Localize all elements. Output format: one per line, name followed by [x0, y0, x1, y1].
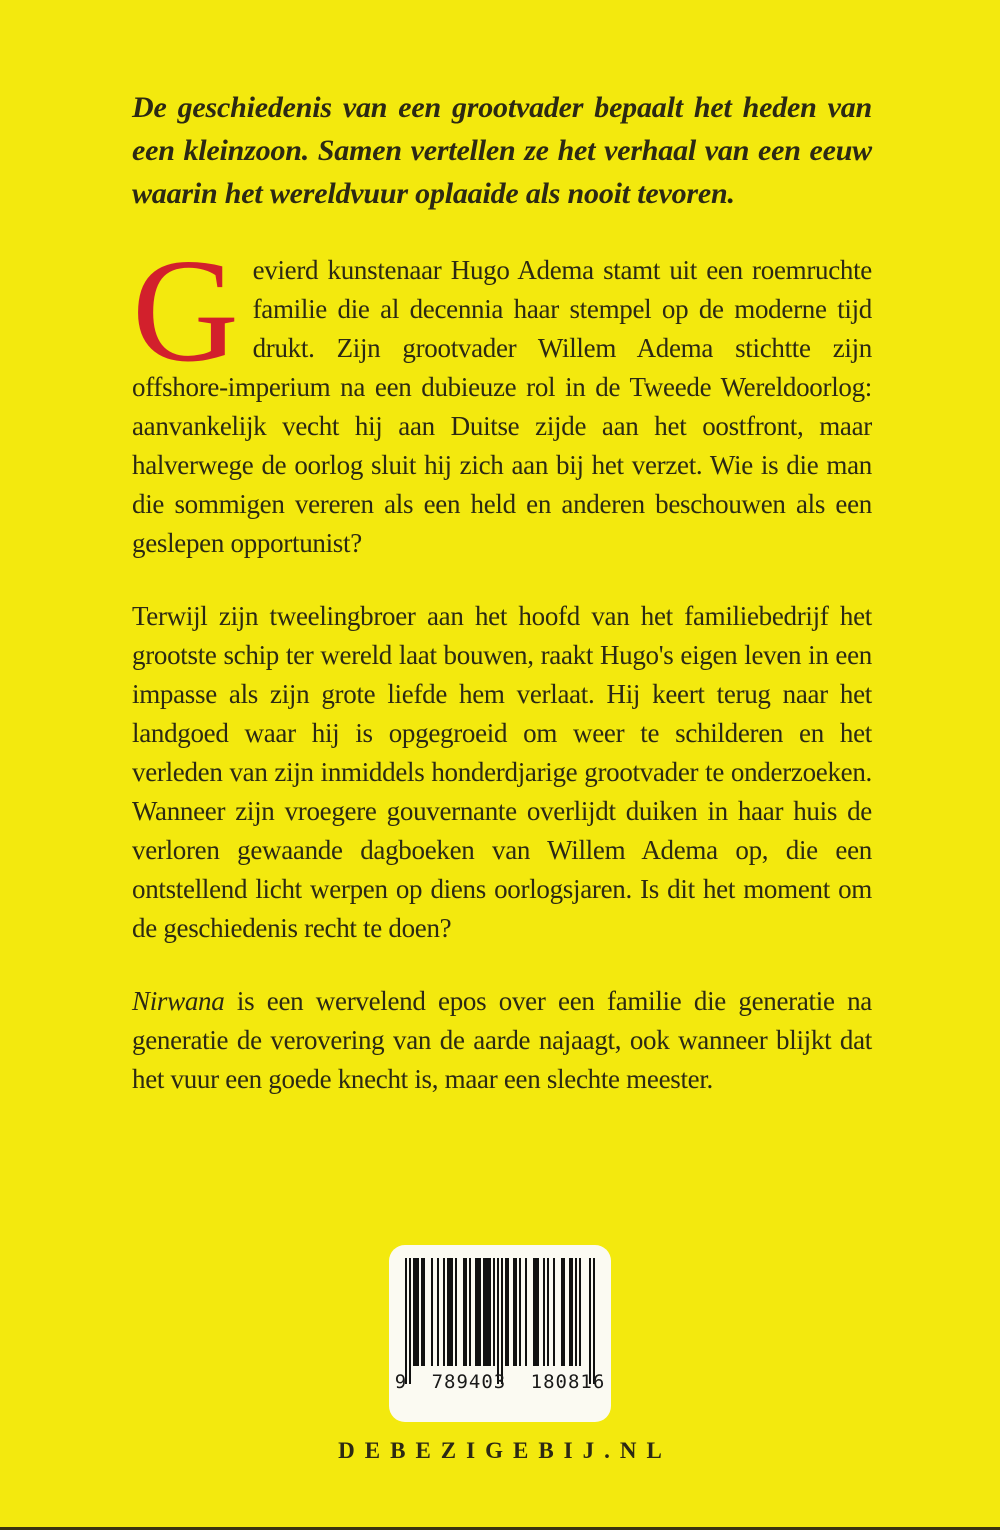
barcode-number: 9 789403 180816: [394, 1371, 606, 1393]
synopsis-paragraph-1: [132, 229, 872, 563]
synopsis-paragraph-2: Terwijl zijn tweelingbroer aan het hoofd van het familiebedrijf het grootste schip ter wereld laat bouwen, raakt Hugo's eigen leven in een impasse als zijn grote liefde hem verlaat. Hij keert terug naar het landgoed waar hij is opgegroeid om weer te schilderen en het verleden van zijn inmiddels honderdjarige grootvader te onderzoeken. Wanneer zijn vroegere gouvernante overlijdt duiken in haar huis de verloren gewaande dagboeken van Willem Adema op, die een ontstellend licht werpen op diens oorlogsjaren. Is dit het moment om de geschiedenis recht te doen?: [132, 601, 872, 943]
tagline: De geschiedenis van een grootvader bepaalt het heden van een kleinzoon. Samen vertellen ze het verhaal van een eeuw waarin het wereldvuur oplaaide als nooit tevoren.: [132, 91, 872, 210]
synopsis-paragraph-3-text: is een wervelend epos over een familie die generatie na generatie de verovering van de aarde najaagt, ook wanneer blijkt dat het vuur een goede knecht is, maar een slechte meester.: [132, 986, 872, 1094]
synopsis-paragraph-1-text: evierd kunstenaar Hugo Adema stamt uit een roemruchte familie die al decennia haar stempel op de moderne tijd drukt. Zijn grootvader Willem Adema stichtte zijn offshore-imperium na een dubieuze rol in de Tweede Wereldoorlog: aanvankelijk vecht hij aan Duitse zijde aan het oostfront, maar halverwege de oorlog sluit hij zich aan bij het verzet. Wie is die man die sommigen vereren als een held en anderen beschouwen als een geslepen opportunist?: [132, 255, 872, 558]
publisher-url: DEBEZIGEBIJ.NL: [338, 1438, 672, 1463]
text-column: [132, 0, 872, 1133]
book-title: Nirwana: [132, 986, 225, 1016]
barcode: [389, 1245, 611, 1422]
synopsis-paragraph-3: [132, 982, 872, 1099]
drop-cap-letter: G: [132, 229, 239, 393]
barcode-bars-icon: [404, 1258, 596, 1388]
